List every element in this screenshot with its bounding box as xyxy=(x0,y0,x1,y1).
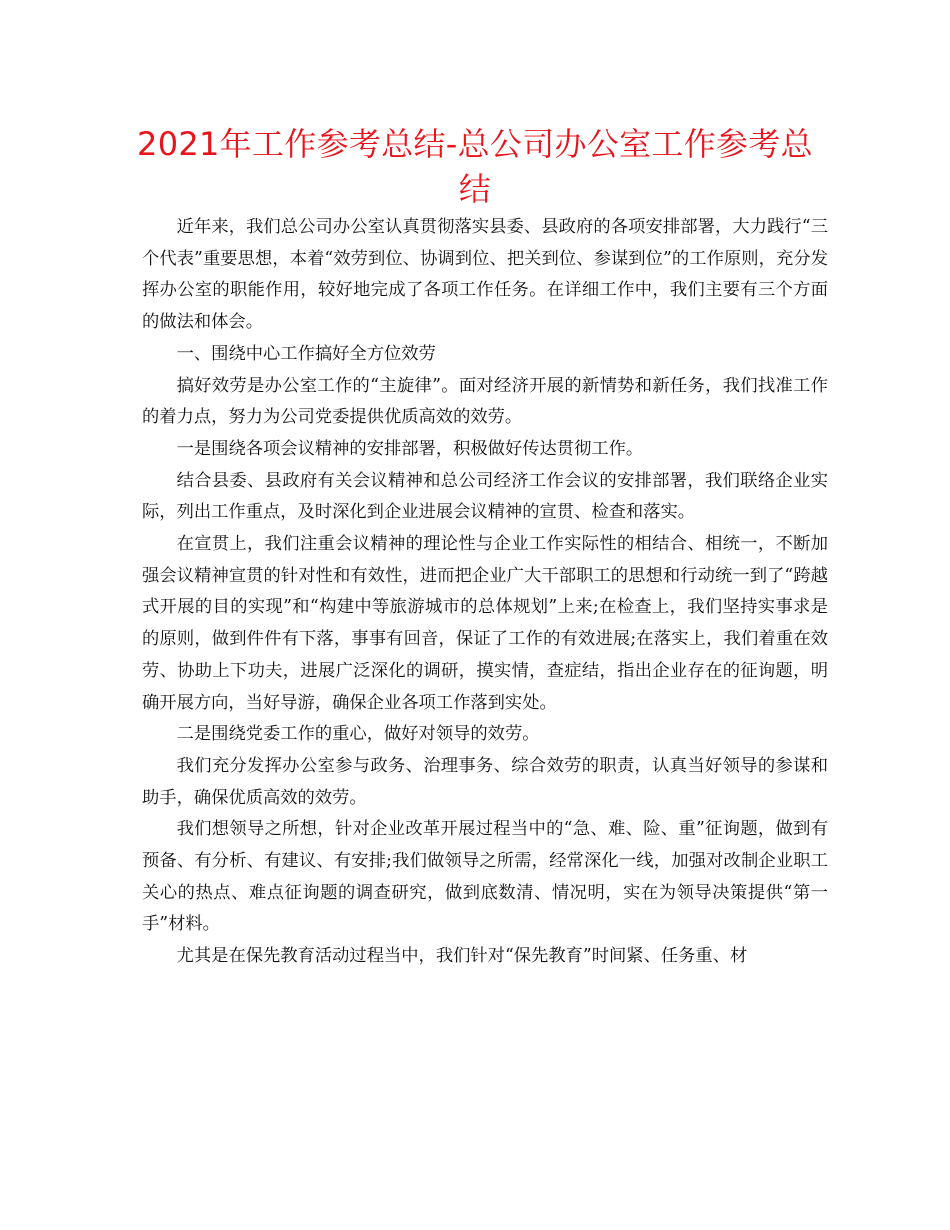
subheading-leadership: 二是围绕党委工作的重心，做好对领导的效劳。 xyxy=(176,724,540,745)
document-body xyxy=(142,212,828,973)
section-heading-1: 一、围绕中心工作搞好全方位效劳 xyxy=(176,343,436,364)
paragraph-service: 搞好效劳是办公室工作的“主旋律”。面对经济开展的新情势和新任务，我们找准工作的着力点，努力为公司党委提供优质高效的效劳。 xyxy=(142,375,828,428)
paragraph-research: 我们想领导之所想，针对企业改革开展过程当中的“急、难、险、重”征询题，做到有预备、有分析、有建议、有安排;我们做领导之所需，经常深化一线，加强对改制企业职工关心的热点、难点征询题的调查研究，做到底数清、情况明，实在为领导决策提供“第一手”材料。 xyxy=(142,819,828,935)
paragraph-implementation: 在宣贯上，我们注重会议精神的理论性与企业工作实际性的相结合、相统一，不断加强会议精神宣贯的针对性和有效性，进而把企业广大干部职工的思想和行动统一到了“跨越式开展的目的实现”和“构建中等旅游城市的总体规划”上来;在检查上，我们坚持实事求是的原则，做到件件有下落，事事有回音，保证了工作的有效进展;在落实上，我们着重在效劳、协助上下功夫，进展广泛深化的调研，摸实情，查症结，指出企业存在的征询题，明确开展方向，当好导游，确保企业各项工作落到实处。 xyxy=(142,534,828,713)
paragraph-advisor: 我们充分发挥办公室参与政务、治理事务、综合效劳的职责，认真当好领导的参谋和助手，确保优质高效的效劳。 xyxy=(142,755,828,808)
paragraph-education: 尤其是在保先教育活动过程当中，我们针对“保先教育”时间紧、任务重、材 xyxy=(176,946,748,967)
subheading-meetings: 一是围绕各项会议精神的安排部署，积极做好传达贯彻工作。 xyxy=(176,438,644,459)
paragraph-meetings: 结合县委、县政府有关会议精神和总公司经济工作会议的安排部署，我们联络企业实际，列出工作重点，及时深化到企业进展会议精神的宣贯、检查和落实。 xyxy=(142,470,828,523)
document-title: 2021年工作参考总结-总公司办公室工作参考总结 xyxy=(137,125,813,208)
paragraph-intro: 近年来，我们总公司办公室认真贯彻落实县委、县政府的各项安排部署，大力践行“三个代表”重要思想，本着“效劳到位、协调到位、把关到位、参谋到位”的工作原则，充分发挥办公室的职能作用，较好地完成了各项工作任务。在详细工作中，我们主要有三个方面的做法和体会。 xyxy=(142,217,828,333)
